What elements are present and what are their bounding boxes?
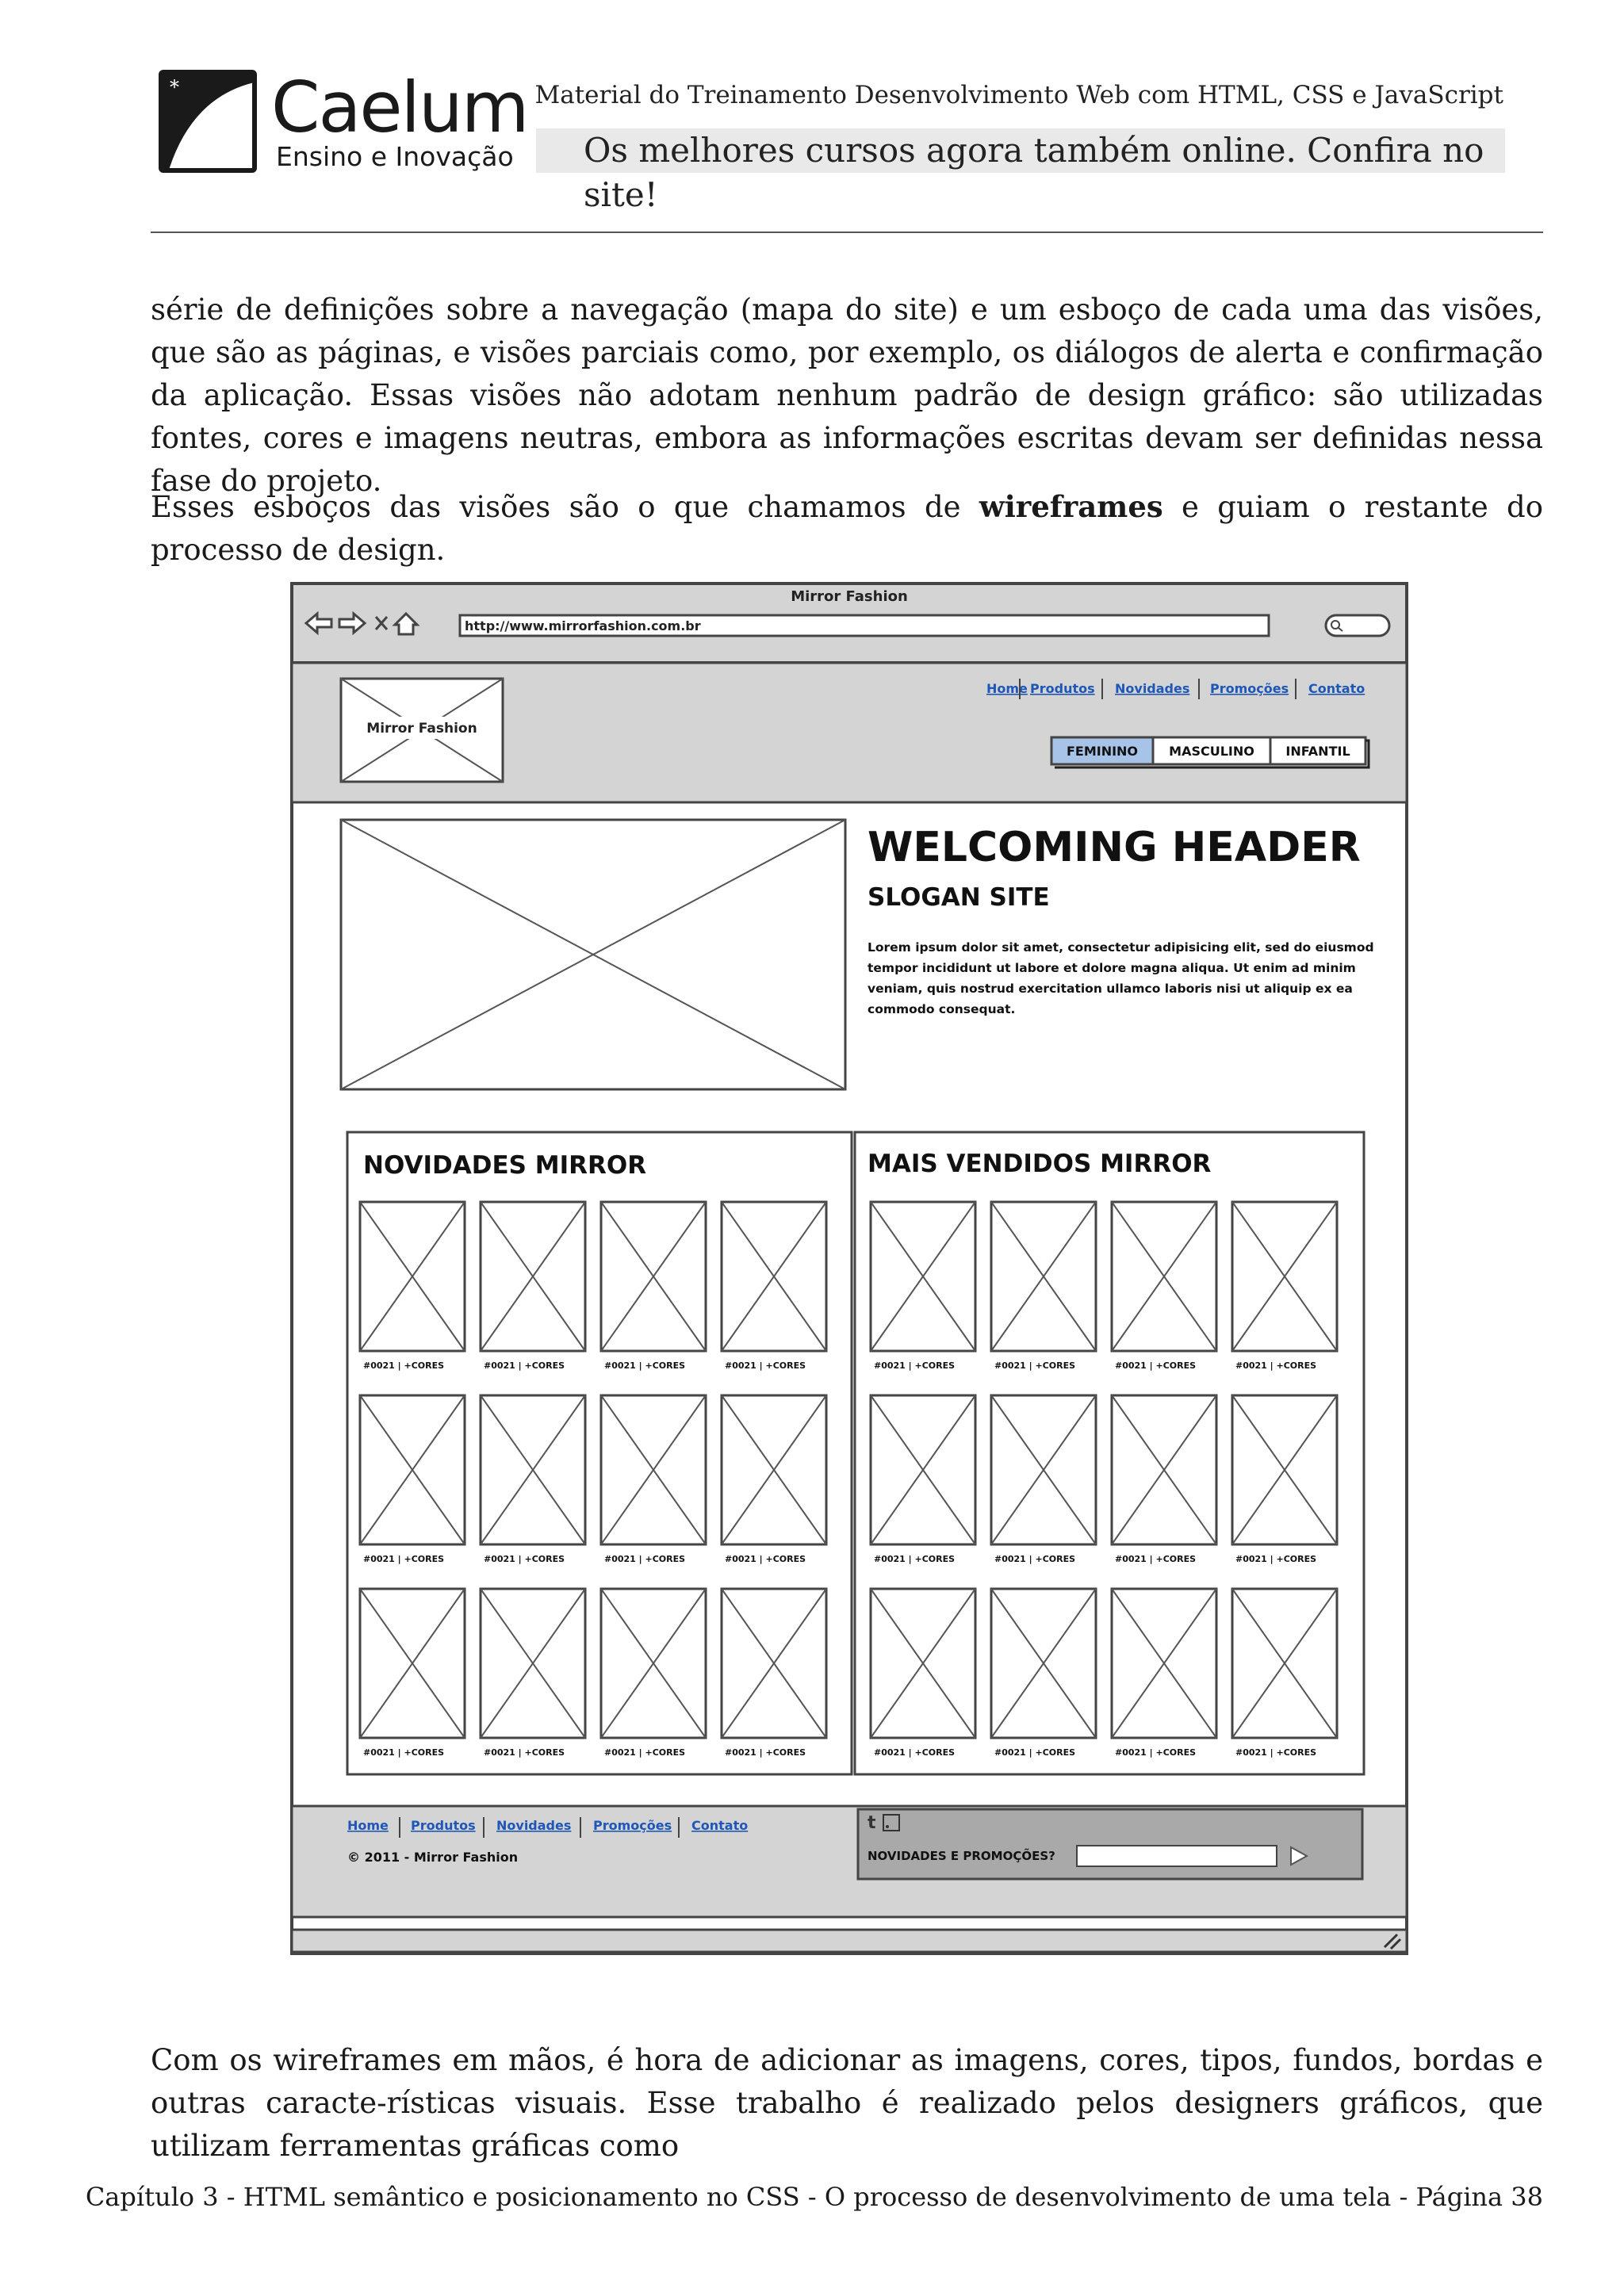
document-title: Material do Treinamento Desenvolvimento Web com HTML, CSS e JavaScript	[534, 81, 1503, 109]
paragraph-text: Esses esboços das visões são o que chamamos de	[151, 490, 979, 524]
product-caption: #0021 | +CORES	[604, 1554, 686, 1564]
url-text: http://www.mirrorfashion.com.br	[465, 618, 701, 633]
product-caption: #0021 | +CORES	[994, 1360, 1076, 1371]
svg-text:*: *	[170, 76, 179, 98]
nav-link-produtos[interactable]: Produtos	[1030, 681, 1095, 696]
product-caption: #0021 | +CORES	[725, 1360, 806, 1371]
paragraph-intro: série de definições sobre a navegação (mapa do site) e um esboço de cada uma das visões, que são as páginas, e visões parciais como, por exemplo, os diálogos de alerta e confirmação da aplicação. Essas visões não adotam nenhum padrão de design gráfico: são utilizadas fontes, cores e imagens neutras, embora as informações escritas devam ser definidas nessa fase do projeto.	[151, 293, 1543, 498]
product-caption: #0021 | +CORES	[363, 1360, 445, 1371]
footer-link-produtos[interactable]: Produtos	[411, 1818, 476, 1833]
tab-label: FEMININO	[1066, 744, 1139, 759]
window-title: Mirror Fashion	[791, 588, 908, 605]
lorem-line: tempor incididunt ut labore et dolore magna aliqua. Ut enim ad minim	[868, 961, 1356, 975]
product-caption: #0021 | +CORES	[1235, 1554, 1317, 1564]
product-caption: #0021 | +CORES	[1115, 1747, 1197, 1758]
logo-wordmark: Caelum	[271, 67, 528, 148]
newsletter-label: NOVIDADES E PROMOÇÕES?	[868, 1849, 1055, 1863]
footer-link-home[interactable]: Home	[347, 1818, 389, 1833]
browser-statusbar	[292, 1930, 1407, 1952]
paragraph-text: e guiam o restante do processo de design.	[151, 490, 1543, 567]
product-caption: #0021 | +CORES	[484, 1554, 565, 1564]
newsletter-box	[858, 1809, 1362, 1879]
product-caption: #0021 | +CORES	[994, 1554, 1076, 1564]
newsletter-email-input[interactable]	[1077, 1846, 1277, 1866]
product-caption: #0021 | +CORES	[1235, 1747, 1317, 1758]
product-caption: #0021 | +CORES	[874, 1554, 956, 1564]
product-caption: #0021 | +CORES	[725, 1554, 806, 1564]
product-caption: #0021 | +CORES	[1115, 1360, 1197, 1371]
product-caption: #0021 | +CORES	[363, 1554, 445, 1564]
page-footer: Capítulo 3 - HTML semântico e posicionamento no CSS - O processo de desenvolvimento de uma tela - Página 38	[85, 2182, 1543, 2212]
twitter-icon[interactable]: t	[868, 1813, 876, 1833]
logo-label: Mirror Fashion	[366, 721, 477, 737]
lorem-line: commodo consequat.	[868, 1002, 1016, 1016]
section-title-novidades: NOVIDADES MIRROR	[363, 1151, 647, 1180]
footer-link-promocoes[interactable]: Promoções	[593, 1818, 672, 1833]
tab-label: MASCULINO	[1169, 744, 1254, 759]
header-divider	[151, 232, 1543, 233]
slogan: SLOGAN SITE	[868, 883, 1050, 912]
nav-link-contato[interactable]: Contato	[1308, 681, 1365, 696]
footer-link-contato[interactable]: Contato	[691, 1818, 749, 1833]
wireframe-figure	[290, 582, 1408, 1955]
paragraph-wireframes	[151, 485, 1543, 572]
product-caption: #0021 | +CORES	[874, 1360, 956, 1371]
nav-link-home[interactable]: Home	[986, 681, 1028, 696]
product-caption: #0021 | +CORES	[604, 1747, 686, 1758]
lorem-line: veniam, quis nostrud exercitation ullamco laboris nisi ut aliquip ex ea	[868, 982, 1353, 996]
product-caption: #0021 | +CORES	[363, 1747, 445, 1758]
product-caption: #0021 | +CORES	[484, 1360, 565, 1371]
product-caption: #0021 | +CORES	[725, 1747, 806, 1758]
browser-search[interactable]	[1326, 615, 1389, 636]
welcome-header: WELCOMING HEADER	[868, 824, 1361, 871]
bold-term: wireframes	[979, 489, 1163, 524]
copyright: © 2011 - Mirror Fashion	[347, 1850, 519, 1865]
promo-banner: Os melhores cursos agora também online. Confira no site!	[536, 128, 1505, 173]
nav-link-promocoes[interactable]: Promoções	[1210, 681, 1289, 696]
logo-tagline: Ensino e Inovação	[276, 141, 514, 172]
product-caption: #0021 | +CORES	[874, 1747, 956, 1758]
paragraph-after-figure: Com os wireframes em mãos, é hora de adicionar as imagens, cores, tipos, fundos, bordas e outras caracte-rísticas visuais. Esse trabalho é realizado pelos designers gráficos, que utilizam ferramentas gráficas como	[151, 2043, 1543, 2163]
section-title-mais-vendidos: MAIS VENDIDOS MIRROR	[868, 1150, 1212, 1178]
lorem-line: Lorem ipsum dolor sit amet, consectetur adipisicing elit, sed do eiusmod	[868, 940, 1374, 955]
nav-link-novidades[interactable]: Novidades	[1115, 681, 1190, 696]
tab-label: INFANTIL	[1285, 744, 1350, 759]
product-caption: #0021 | +CORES	[994, 1747, 1076, 1758]
product-caption: #0021 | +CORES	[604, 1360, 686, 1371]
footer-link-novidades[interactable]: Novidades	[496, 1818, 572, 1833]
product-caption: #0021 | +CORES	[484, 1747, 565, 1758]
product-caption: #0021 | +CORES	[1115, 1554, 1197, 1564]
caelum-logo-icon	[159, 70, 257, 173]
product-caption: #0021 | +CORES	[1235, 1360, 1317, 1371]
